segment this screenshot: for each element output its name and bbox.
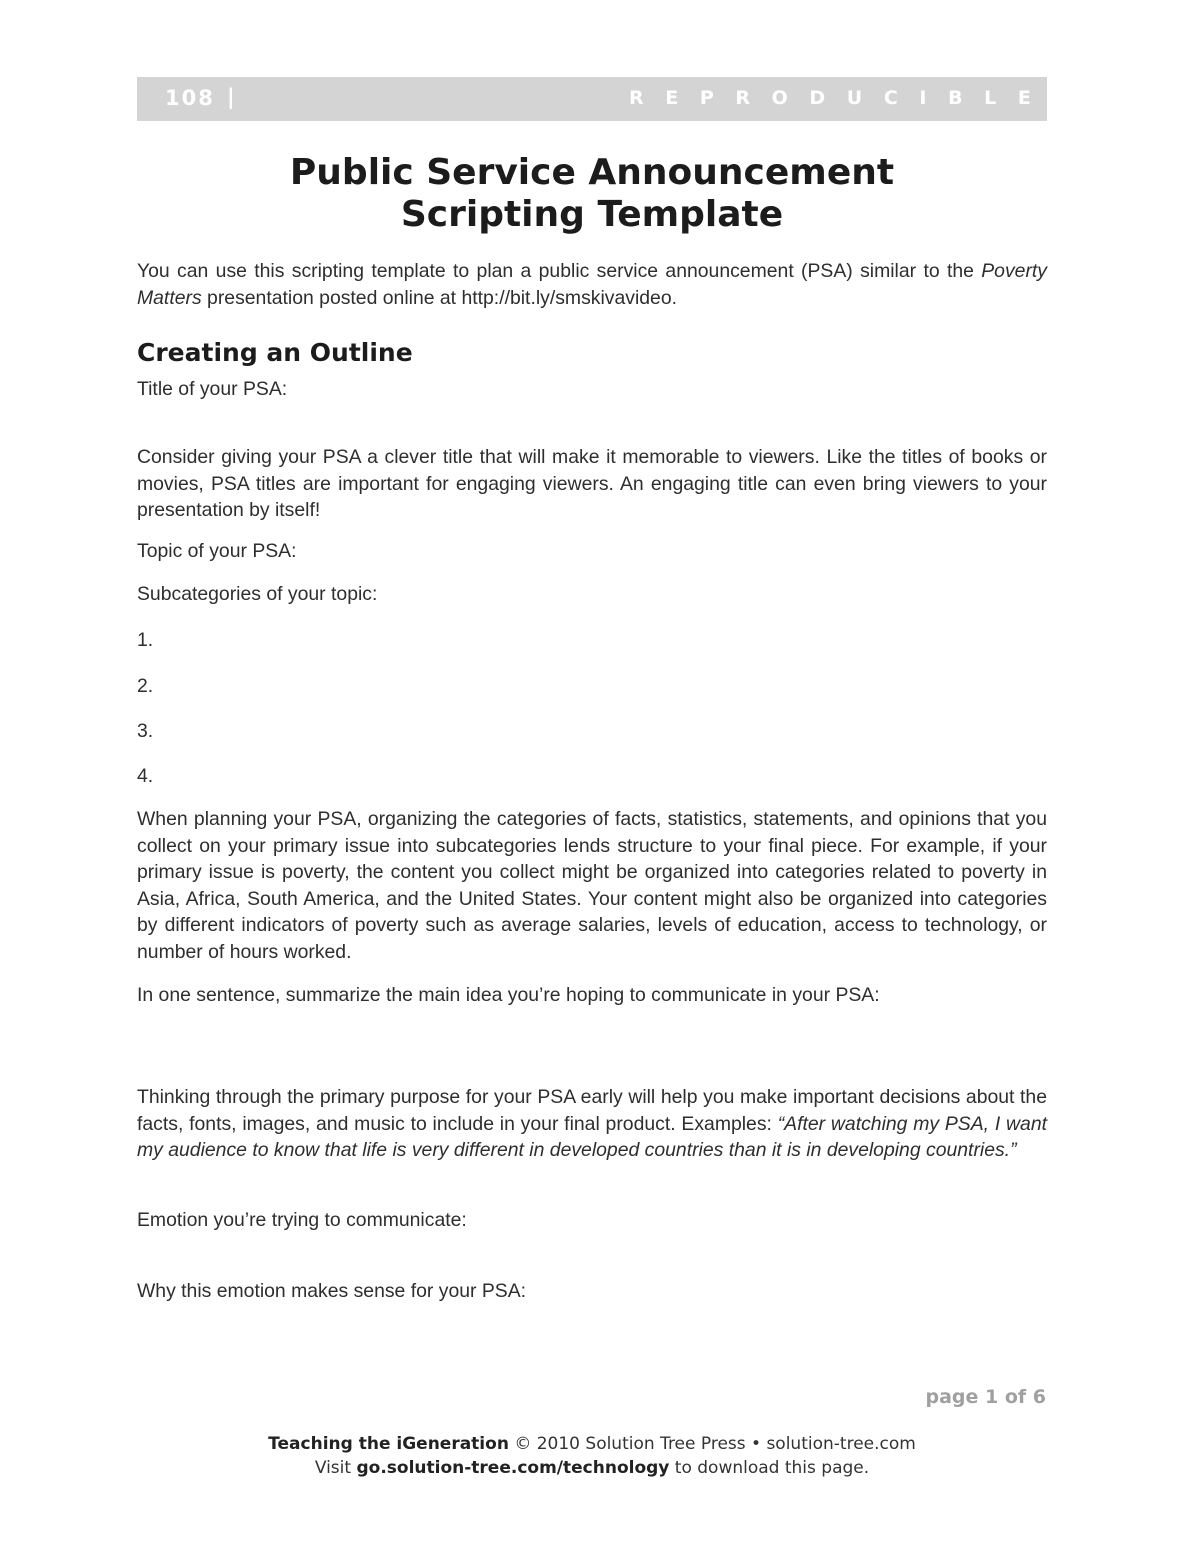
list-number-1: 1. bbox=[137, 629, 154, 651]
list-number-2: 2. bbox=[137, 675, 154, 697]
list-number-3: 3. bbox=[137, 720, 154, 742]
page-title bbox=[137, 152, 1047, 236]
title-line-2: Scripting Template bbox=[400, 194, 784, 235]
footer-book-title: Teaching the iGeneration bbox=[268, 1434, 509, 1454]
intro-text-before: You can use this scripting template to plan a public service announcement (PSA) similar to the bbox=[137, 260, 982, 282]
intro-paragraph bbox=[137, 258, 1047, 311]
summary-prompt: In one sentence, summarize the main idea you’re hoping to communicate in your PSA: bbox=[137, 984, 880, 1006]
header-separator: | bbox=[227, 85, 235, 109]
reproducible-label: R E P R O D U C I B L E bbox=[629, 87, 1039, 109]
reproducible-header-band bbox=[137, 77, 1047, 121]
footer-download-text: to download this page. bbox=[669, 1458, 870, 1478]
title-prompt: Title of your PSA: bbox=[137, 378, 288, 400]
footer-download-link[interactable]: go.solution-tree.com/technology bbox=[356, 1458, 670, 1478]
purpose-example: “After watching my PSA, I want my audience to know that life is very different in developed countries than it is in developing countries.” bbox=[137, 1112, 1047, 1161]
subcategories-prompt: Subcategories of your topic: bbox=[137, 583, 378, 605]
page-number: 108 bbox=[165, 86, 215, 110]
emotion-prompt: Emotion you’re trying to communicate: bbox=[137, 1209, 467, 1231]
page-indicator: page 1 of 6 bbox=[925, 1386, 1046, 1408]
footer-visit: Visit bbox=[314, 1458, 357, 1478]
planning-advice-paragraph: When planning your PSA, organizing the categories of facts, statistics, statements, and opinions that you collect on your primary issue into subcategories lends structure to your final piece. For example, if your primary issue is poverty, the content you collect might be organized into categories related to poverty in Asia, Africa, South America, and the United States. Your content might also be organized into categories by different indicators of poverty such as average salaries, levels of education, access to technology, or number of hours worked. bbox=[137, 808, 1047, 963]
title-line-1: Public Service Announcement bbox=[289, 152, 895, 193]
footer-copyright: © 2010 Solution Tree Press • solution-tree.com bbox=[508, 1434, 916, 1454]
page-footer bbox=[137, 1432, 1047, 1480]
list-number-4: 4. bbox=[137, 765, 154, 787]
intro-text-after: presentation posted online at http://bit.ly/smskivavideo. bbox=[201, 286, 677, 309]
emotion-reason-prompt: Why this emotion makes sense for your PSA: bbox=[137, 1280, 527, 1302]
intro-italic-title: Poverty Matters bbox=[137, 260, 1047, 309]
purpose-text: Thinking through the primary purpose for your PSA early will help you make important decisions about the facts, fonts, images, and music to include in your final product. Examples: bbox=[137, 1086, 1047, 1135]
topic-prompt: Topic of your PSA: bbox=[137, 540, 297, 562]
title-advice-paragraph: Consider giving your PSA a clever title that will make it memorable to viewers. Like the titles of books or movies, PSA titles are important for engaging viewers. An engaging title can even bring viewers to your presentation by itself! bbox=[137, 446, 1047, 521]
section-heading: Creating an Outline bbox=[137, 338, 413, 367]
footer-line-1 bbox=[137, 1432, 1047, 1456]
footer-line-2 bbox=[137, 1456, 1047, 1480]
purpose-paragraph bbox=[137, 1084, 1047, 1164]
